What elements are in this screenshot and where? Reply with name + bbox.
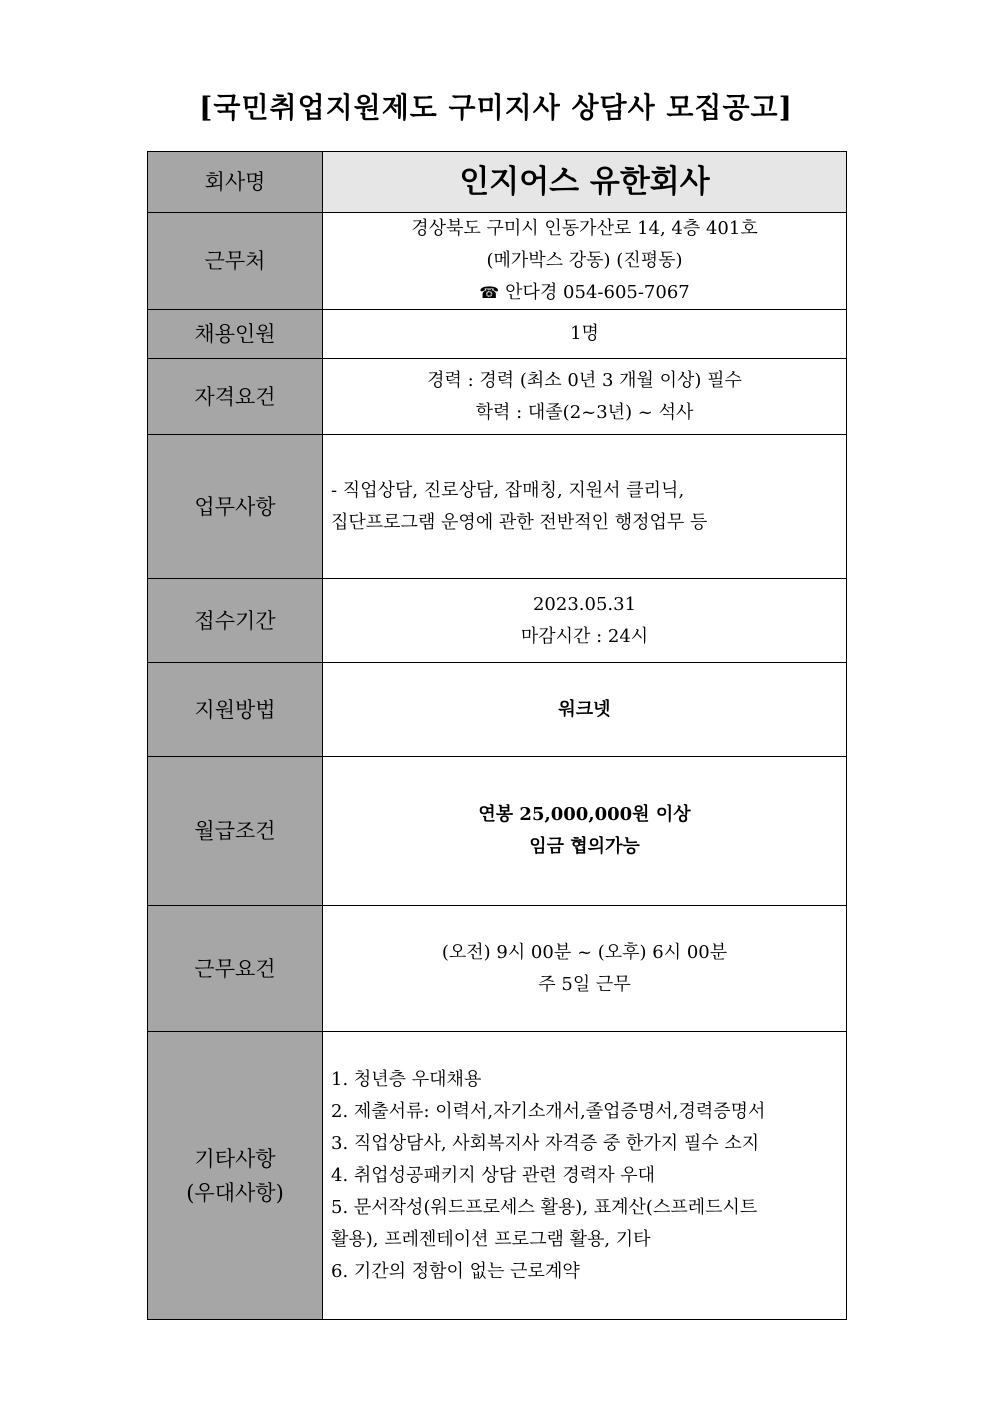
label-hours: 근무요건	[148, 906, 323, 1032]
salary-line: 연봉 25,000,000원 이상	[478, 804, 691, 825]
row-workplace	[148, 213, 847, 310]
row-etc	[148, 1032, 847, 1320]
contact-line	[323, 277, 846, 309]
row-headcount	[148, 310, 847, 359]
label-qualification: 자격요건	[148, 359, 323, 435]
duties-line: 집단프로그램 운영에 관한 전반적인 행정업무 등	[331, 511, 708, 533]
phone-icon: ☎	[479, 283, 500, 302]
row-duties	[148, 435, 847, 579]
page-title: [국민취업지원제도 구미지사 상담사 모집공고]	[199, 91, 793, 124]
etc-item: 2. 제출서류: 이력서,자기소개서,졸업증명서,경력증명서	[331, 1100, 766, 1122]
method-value: 워크넷	[323, 663, 847, 757]
education-line: 학력 : 대졸(2~3년) ~ 석사	[475, 401, 694, 423]
label-period: 접수기간	[148, 579, 323, 663]
deadline-date: 2023.05.31	[532, 593, 637, 615]
job-notice-table	[147, 151, 847, 1320]
row-method	[148, 663, 847, 757]
row-qualification	[148, 359, 847, 435]
label-duties: 업무사항	[148, 435, 323, 579]
address-line: 경상북도 구미시 인동가산로 14, 4층 401호	[411, 218, 758, 239]
duties-value	[323, 435, 847, 579]
etc-item: 1. 청년층 우대채용	[331, 1068, 482, 1090]
row-company	[148, 152, 847, 213]
etc-item: 4. 취업성공패키지 상담 관련 경력자 우대	[331, 1164, 655, 1186]
label-method: 지원방법	[148, 663, 323, 757]
row-hours	[148, 906, 847, 1032]
qualification-value	[323, 359, 847, 435]
row-period	[148, 579, 847, 663]
etc-item: 5. 문서작성(워드프로세스 활용), 표계산(스프레드시트	[331, 1196, 758, 1218]
deadline-time: 마감시간 : 24시	[520, 625, 649, 647]
label-salary: 월급조건	[148, 757, 323, 906]
etc-item: 3. 직업상담사, 사회복지사 자격증 중 한가지 필수 소지	[331, 1132, 760, 1154]
label-etc-line: (우대사항)	[186, 1180, 284, 1205]
label-etc	[148, 1032, 323, 1320]
career-line: 경력 : 경력 (최소 0년 3 개월 이상) 필수	[427, 369, 742, 391]
hours-line: (오전) 9시 00분 ~ (오후) 6시 00분	[441, 941, 728, 963]
label-workplace: 근무처	[148, 213, 323, 310]
building-line: (메가박스 강동) (진평동)	[486, 250, 683, 271]
days-line: 주 5일 근무	[538, 973, 631, 995]
etc-item: 6. 기간의 정함이 없는 근로계약	[331, 1260, 580, 1282]
etc-value	[323, 1032, 847, 1320]
contact-text: 안다경 054-605-7067	[505, 282, 690, 303]
salary-value	[323, 757, 847, 906]
workplace-value	[323, 213, 847, 310]
hours-value	[323, 906, 847, 1032]
label-company: 회사명	[148, 152, 323, 213]
duties-line: - 직업상담, 진로상담, 잡매칭, 지원서 클리닉,	[331, 479, 685, 501]
period-value	[323, 579, 847, 663]
company-name: 인지어스 유한회사	[323, 152, 847, 213]
row-salary	[148, 757, 847, 906]
label-etc-line: 기타사항	[194, 1146, 276, 1171]
salary-note: 임금 협의가능	[529, 836, 640, 857]
label-headcount: 채용인원	[148, 310, 323, 359]
etc-item: 활용), 프레젠테이션 프로그램 활용, 기타	[331, 1228, 651, 1250]
headcount-value: 1명	[323, 310, 847, 359]
